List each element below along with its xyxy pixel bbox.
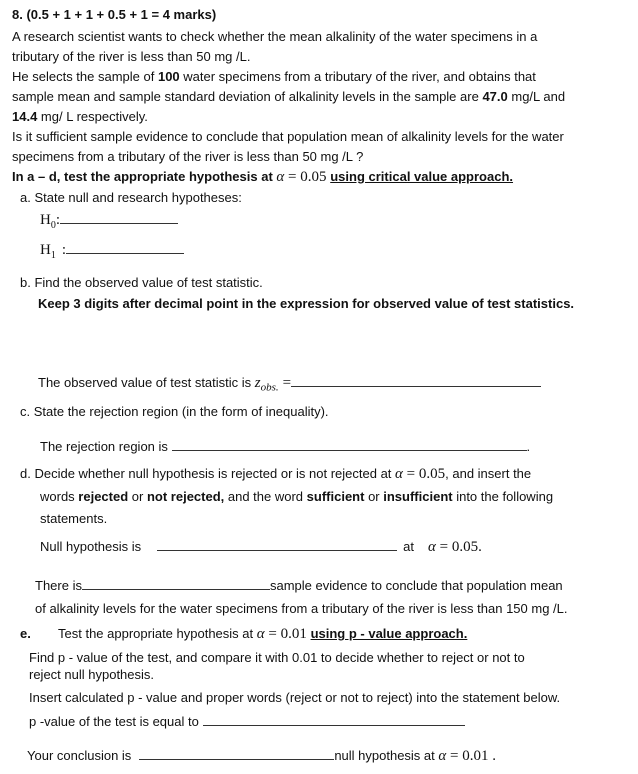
- there-is-text: There is: [35, 578, 82, 593]
- h0-colon: :: [55, 212, 61, 228]
- part-d-line-1: [20, 466, 531, 483]
- part-d-2a: words: [40, 489, 79, 504]
- alpha-symbol: α: [395, 466, 403, 482]
- question-title: 8. (0.5 + 1 + 1 + 0.5 + 1 = 4 marks): [12, 7, 217, 22]
- part-d-2b: or: [128, 489, 147, 504]
- part-e-1a: Test the appropriate hypothesis at: [58, 626, 257, 641]
- part-b-label: b. Find the observed value of test statistic.: [20, 275, 263, 290]
- conclusion-row: [27, 748, 496, 765]
- rejection-region-text: The rejection region is: [40, 439, 172, 454]
- null-hypothesis-row: [40, 539, 482, 556]
- part-d-2e: into the following: [452, 489, 554, 504]
- intro-4a: sample mean and sample standard deviation of alkalinity levels in the sample are: [12, 89, 483, 104]
- h1-colon: :: [61, 242, 67, 258]
- null-hypothesis-text: Null hypothesis is: [40, 539, 142, 554]
- observed-stat-row: [38, 375, 541, 394]
- z-subscript: obs.: [260, 381, 279, 394]
- intro-5b: mg/ L respectively.: [37, 109, 148, 124]
- h1-symbol: H: [40, 242, 51, 258]
- there-is-row: [35, 578, 563, 593]
- intro-line-4: [12, 89, 565, 104]
- alpha-symbol: α: [276, 169, 285, 185]
- intro-line-6: Is it sufficient sample evidence to conclude that population mean of alkalinity levels for the water: [12, 129, 564, 144]
- alpha-value: = 0.05: [284, 169, 331, 185]
- sample-sd: 14.4: [12, 109, 38, 124]
- observed-stat-blank[interactable]: [291, 386, 541, 387]
- approach-text: using critical value approach.: [330, 169, 514, 184]
- conclusion-end: null hypothesis at: [334, 748, 439, 763]
- p-value-row: [29, 714, 465, 729]
- part-d-2c: and the word: [224, 489, 307, 504]
- sample-mean: 47.0: [482, 89, 508, 104]
- alpha-value: = 0.01: [264, 626, 311, 642]
- conclusion-text: Your conclusion is: [27, 748, 132, 763]
- rejection-region-dot: .: [526, 439, 531, 454]
- instruction-line: [12, 169, 513, 186]
- observed-stat-text: The observed value of test statistic is: [38, 375, 255, 390]
- intro-3a: He selects the sample of: [12, 69, 158, 84]
- part-a-label: a. State null and research hypotheses:: [20, 190, 242, 205]
- sufficiency-blank[interactable]: [82, 589, 270, 590]
- h0-answer-blank[interactable]: [60, 223, 178, 224]
- part-d-line-3: statements.: [40, 511, 108, 526]
- intro-line-3: [12, 69, 536, 84]
- word-insufficient: insufficient: [383, 489, 453, 504]
- rejection-region-row: [40, 439, 530, 454]
- part-d-line-2: [40, 489, 553, 504]
- h0-row: [40, 212, 178, 231]
- alpha-symbol: α: [428, 539, 436, 555]
- there-is-rest: sample evidence to conclude that population mean: [269, 578, 563, 593]
- part-b-note: Keep 3 digits after decimal point in the expression for observed value of test statistics.: [38, 296, 575, 311]
- intro-line-2: tributary of the river is less than 50 mg /L.: [12, 49, 251, 64]
- word-not-rejected: not rejected,: [146, 489, 225, 504]
- part-d-1b: , and insert the: [445, 466, 532, 481]
- h0-symbol: H: [40, 212, 51, 228]
- alpha-symbol: α: [438, 748, 447, 764]
- part-e-line-2: Find p - value of the test, and compare it with 0.01 to decide whether to reject or not to: [29, 650, 525, 665]
- null-hypothesis-blank[interactable]: [157, 550, 397, 551]
- alpha-value: = 0.05: [402, 466, 446, 482]
- equals-sign: =: [282, 375, 292, 391]
- p-value-blank[interactable]: [203, 725, 465, 726]
- part-d-2d: or: [364, 489, 384, 504]
- word-sufficient: sufficient: [306, 489, 365, 504]
- intro-line-1: A research scientist wants to check whether the mean alkalinity of the water specimens in a: [12, 29, 538, 44]
- h0-subscript: 0: [50, 220, 56, 231]
- h1-subscript: 1: [50, 250, 56, 261]
- there-is-line-2: of alkalinity levels for the water specimens from a tributary of the river is less than 150 mg /L.: [35, 601, 568, 616]
- at-text: at: [403, 539, 414, 554]
- alpha-value: = 0.05.: [435, 539, 482, 555]
- p-value-approach: using p - value approach.: [310, 626, 468, 641]
- h1-row: [40, 242, 184, 261]
- z-symbol: z: [254, 375, 261, 391]
- part-e-line-1: [58, 626, 467, 643]
- intro-3b: water specimens from a tributary of the river, and obtains that: [179, 69, 536, 84]
- intro-line-7: specimens from a tributary of the river is less than 50 mg /L ?: [12, 149, 364, 164]
- alpha-symbol: α: [256, 626, 265, 642]
- instruction-text: In a – d, test the appropriate hypothesis at: [12, 169, 277, 184]
- sample-size: 100: [157, 69, 180, 84]
- part-c-label: c. State the rejection region (in the form of inequality).: [20, 404, 329, 419]
- word-rejected: rejected: [78, 489, 129, 504]
- intro-line-5: [12, 109, 148, 124]
- conclusion-blank[interactable]: [139, 759, 334, 760]
- part-d-label: d. Decide whether null hypothesis is rejected or is not rejected at: [20, 466, 396, 481]
- alpha-value: = 0.01 .: [446, 748, 496, 764]
- h1-answer-blank[interactable]: [66, 253, 184, 254]
- part-e-line-4: Insert calculated p - value and proper words (reject or not to reject) into the statement below.: [29, 690, 561, 705]
- p-value-text: p -value of the test is equal to: [29, 714, 199, 729]
- rejection-region-blank[interactable]: [172, 450, 527, 451]
- part-e-line-3: reject null hypothesis.: [29, 667, 155, 682]
- intro-4b: mg/L and: [507, 89, 566, 104]
- part-e-label: e.: [20, 626, 31, 641]
